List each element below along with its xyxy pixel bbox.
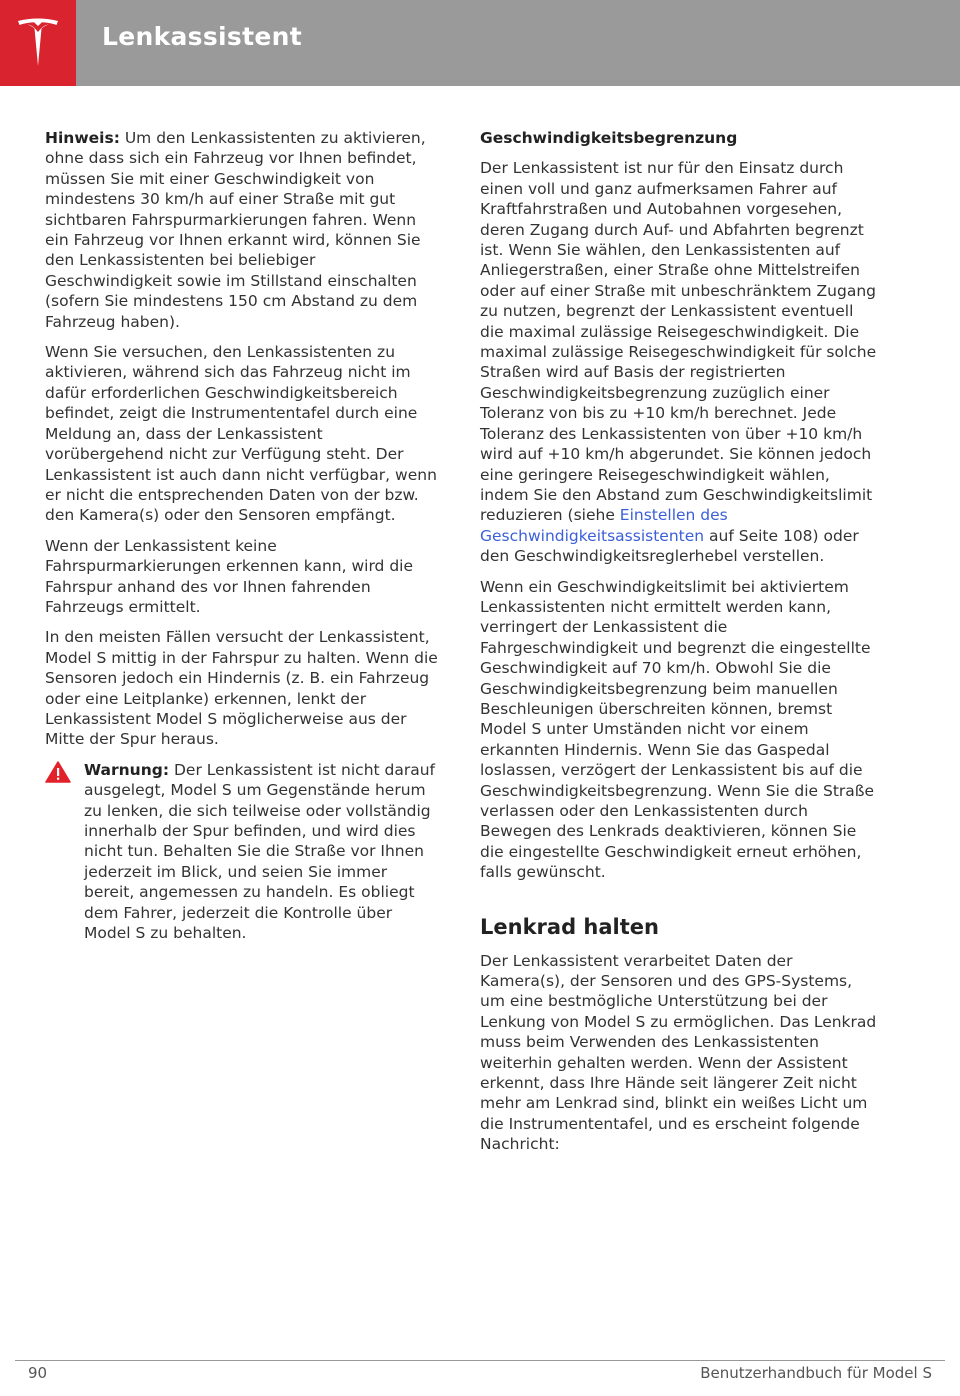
page-number: 90 <box>28 1364 48 1382</box>
body-paragraph: Der Lenkassistent verarbeitet Daten der Kamera(s), der Sensoren und des GPS-Systems, um eine bestmögliche Unterstützung bei der Lenkung von Model S zu ermöglichen. Das Lenkrad muss beim Verwenden des Lenkassistenten weiterhin gehalten werden. Wenn der Assistent erkennt, dass Ihre Hände seit längerer Zeit nicht mehr am Lenkrad sind, blinkt ein weißes Licht um die Instrumententafel, und es erscheint folgende Nachricht: <box>480 951 877 1154</box>
footer-divider <box>15 1360 945 1361</box>
body-paragraph: Wenn der Lenkassistent keine Fahrspurmarkierungen erkennen kann, wird die Fahrspur anhand des vor Ihnen fahrenden Fahrzeugs ermittelt. <box>45 536 413 616</box>
cross-reference-link[interactable]: Einstellen des Geschwindigkeitsassistenten <box>480 506 728 545</box>
page-title: Lenkassistent <box>102 22 302 51</box>
warning-paragraph <box>84 760 440 944</box>
brand-logo <box>0 0 76 86</box>
section-heading: Lenkrad halten <box>480 914 659 939</box>
page-header <box>0 0 960 86</box>
note-paragraph <box>45 128 440 332</box>
body-paragraph <box>480 158 878 566</box>
manual-title: Benutzerhandbuch für Model S <box>700 1364 932 1382</box>
left-column <box>45 128 440 953</box>
warning-box <box>45 760 440 944</box>
body-paragraph: In den meisten Fällen versucht der Lenkassistent, Model S mittig in der Fahrspur zu halten. Wenn die Sensoren jedoch ein Hindernis (z. B. ein Fahrzeug oder eine Leitplanke) erkennen, lenkt der Lenkassistent Model S möglicherweise aus der Mitte der Spur heraus. <box>45 628 438 749</box>
speed-limit-heading: Geschwindigkeitsbegrenzung <box>480 129 738 147</box>
speed-text-before-link: Der Lenkassistent ist nur für den Einsatz durch einen voll und ganz aufmerksamen Fahrer auf Kraftfahrstraßen und Autobahnen vorgesehen, deren Zugang durch Auf- und Abfahrten begrenzt ist. Wenn Sie wählen, den Lenkassistenten auf Anliegerstraßen, einer Straße ohne Mittelstreifen oder auf einer Straße mit unbeschränktem Zugang zu nutzen, begrenzt der Lenkassistent eventuell die maximal zulässige Reisegeschwindigkeit. Die maximal zulässige Reisegeschwindigkeit für solche Straßen wird auf Basis der registrierten Geschwindigkeitsbegrenzung zuzüglich einer Toleranz von bis zu +10 km/h berechnet. Jede Toleranz des Lenkassistenten von über +10 km/h wird auf +10 km/h abgerundet. Sie können jedoch eine geringere Reisegeschwindigkeit wählen, indem Sie den Abstand zum Geschwindigkeitslimit reduzieren (siehe <box>480 159 877 525</box>
note-label: Hinweis: <box>45 129 120 147</box>
body-paragraph: Wenn ein Geschwindigkeitslimit bei aktiviertem Lenkassistenten nicht ermittelt werden kann, verringert der Lenkassistent die Fahrgeschwindigkeit und begrenzt die eingestellte Geschwindigkeit auf 70 km/h. Obwohl Sie die Geschwindigkeitsbegrenzung beim manuellen Beschleunigen überschreiten können, bremst Model S unter Umständen nicht vor einem erkannten Hindernis. Wenn Sie das Gaspedal loslassen, verzögert der Lenkassistent bis auf die Geschwindigkeitsbegrenzung. Wenn Sie die Straße verlassen oder den Lenkassistenten durch Bewegen des Lenkrads deaktivieren, können Sie die eingestellte Geschwindigkeit erneut erhöhen, falls gewünscht. <box>480 577 875 882</box>
warning-label: Warnung: <box>84 760 170 779</box>
speed-text-after-link: auf Seite 108) oder den Geschwindigkeitsreglerhebel verstellen. <box>480 526 859 566</box>
right-column <box>480 128 878 1165</box>
body-paragraph: Wenn Sie versuchen, den Lenkassistenten zu aktivieren, während sich das Fahrzeug nicht im dafür erforderlichen Geschwindigkeitsbereich befindet, zeigt die Instrumententafel durch eine Meldung an, dass der Lenkassistent vorübergehend nicht zur Verfügung steht. Der Lenkassistent ist auch dann nicht verfügbar, wenn er nicht die entsprechenden Daten von der bzw. den Kamera(s) oder den Sensoren empfängt. <box>45 343 437 525</box>
warning-text: Der Lenkassistent ist nicht darauf ausgelegt, Model S um Gegenstände herum zu lenken, die sich teilweise oder vollständig innerhalb der Spur befinden, und wird dies nicht tun. Behalten Sie die Straße vor Ihnen jederzeit im Blick, und seien Sie immer bereit, angemessen zu handeln. Es obliegt dem Fahrer, jederzeit die Kontrolle über Model S zu behalten. <box>84 760 436 943</box>
note-text: Um den Lenkassistenten zu aktivieren, ohne dass sich ein Fahrzeug vor Ihnen befindet, müssen Sie mit einer Geschwindigkeit von mindestens 30 km/h auf einer Straße mit gut sichtbaren Fahrspurmarkierungen fahren. Wenn ein Fahrzeug vor Ihnen erkannt wird, können Sie den Lenkassistenten bei beliebiger Geschwindigkeit sowie im Stillstand einschalten (sofern Sie mindestens 150 cm Abstand zu dem Fahrzeug haben). <box>45 129 426 331</box>
tesla-logo-icon <box>15 17 61 69</box>
warning-triangle-icon <box>45 761 71 783</box>
